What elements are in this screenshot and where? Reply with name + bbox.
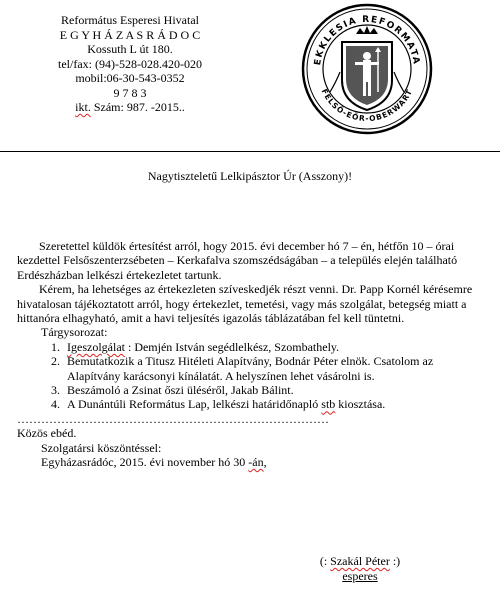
agenda-item <box>63 397 487 411</box>
agenda-item <box>63 340 487 354</box>
dotted-separator: …………………………………………………………………… <box>17 411 329 426</box>
agenda-item-text: Bemutatkozik a Titusz Hitéleti Alapítvány, Bodnár Péter elnök. Csatolom az Alapítvány karácsonyi kínálatát. A helyszínen lehet vásárolni is. <box>67 354 434 383</box>
date-line <box>17 455 487 469</box>
agenda-list <box>17 340 487 412</box>
paragraph-announcement: Szeretettel küldök értesítést arról, hogy 2015. évi december hó 7 – én, hétfőn 10 – órai kezdettel Felsőszenterzsébeten – Kerkafalva szomszédságában – a település elején található Erdészházban lelkészi értekezletet tartunk. <box>17 239 458 282</box>
ref-prefix: ikt. <box>75 100 91 114</box>
agenda-item-underlined: Igeszolgálat <box>67 339 125 354</box>
ref-rest: Szám: 987. -2015.. <box>90 100 185 114</box>
place-name: E G Y H Á Z A S R Á D O C <box>59 27 201 42</box>
agenda-item <box>63 383 487 397</box>
agenda-item-text: : Demjén István segédlelkész, Szombathely. <box>124 339 340 354</box>
date-post: , <box>263 455 267 470</box>
lunch-note: Közös ebéd. <box>17 426 77 441</box>
seal-graphic <box>300 2 434 136</box>
signer-name: Szakál Péter <box>330 554 390 568</box>
svg-text:FELSŐ-EŐR-OBERWART: FELSŐ-EŐR-OBERWART <box>319 87 415 124</box>
agenda-item-text: kiosztása. <box>335 397 386 412</box>
salutation: Nagytiszteletű Lelkipásztor Úr (Asszony)! <box>147 169 353 183</box>
agenda-title: Tárgysorozat: <box>41 325 108 340</box>
closing-greeting: Szolgatársi köszöntéssel: <box>41 440 162 455</box>
sig-pre: (: <box>319 554 331 568</box>
reference-number <box>30 100 230 115</box>
paragraph-request: Kérem, ha lehetséges az értekezleten szíveskedjék részt venni. Dr. Papp Kornél kérésemre hivatalosan tájékoztatott arról, hogy értekezlet, temetési, vagy más szolgálat, betegség miatt a hittanóra elhagyható, amit a havi teljesítés igazolás táblázatában fel kell tüntetni. <box>17 282 473 326</box>
letter-body <box>17 239 487 470</box>
zip-code: 9 7 8 3 <box>113 85 147 100</box>
date-pre: Egyházasrádóc, 2015. évi november hó 30 <box>41 455 249 470</box>
telfax: tel/fax: (94)-528-028.420-020 <box>58 56 202 71</box>
header-divider <box>0 151 500 152</box>
signature-name-line <box>300 554 420 569</box>
agenda-item-pre: A Dunántúli Református Lap, lelkészi határidőnapló <box>67 397 322 412</box>
church-seal-icon <box>300 2 434 136</box>
date-suffix: -án <box>248 455 264 470</box>
signature-block <box>300 554 420 583</box>
agenda-item-underlined: stb <box>321 397 336 412</box>
office-name: Református Esperesi Hivatal <box>61 13 199 27</box>
address: Kossuth L út 180. <box>87 42 173 56</box>
svg-text:EKKLESIA REFORMATA: EKKLESIA REFORMATA <box>313 14 421 67</box>
agenda-item-text: Beszámoló a Zsinat őszi üléséről, Jakab Bálint. <box>67 383 294 398</box>
letterhead <box>30 13 230 115</box>
sig-post: :) <box>389 554 401 568</box>
agenda-item <box>63 354 487 383</box>
mobile: mobil:06-30-543-0352 <box>75 71 185 85</box>
signer-title: esperes <box>342 568 378 583</box>
